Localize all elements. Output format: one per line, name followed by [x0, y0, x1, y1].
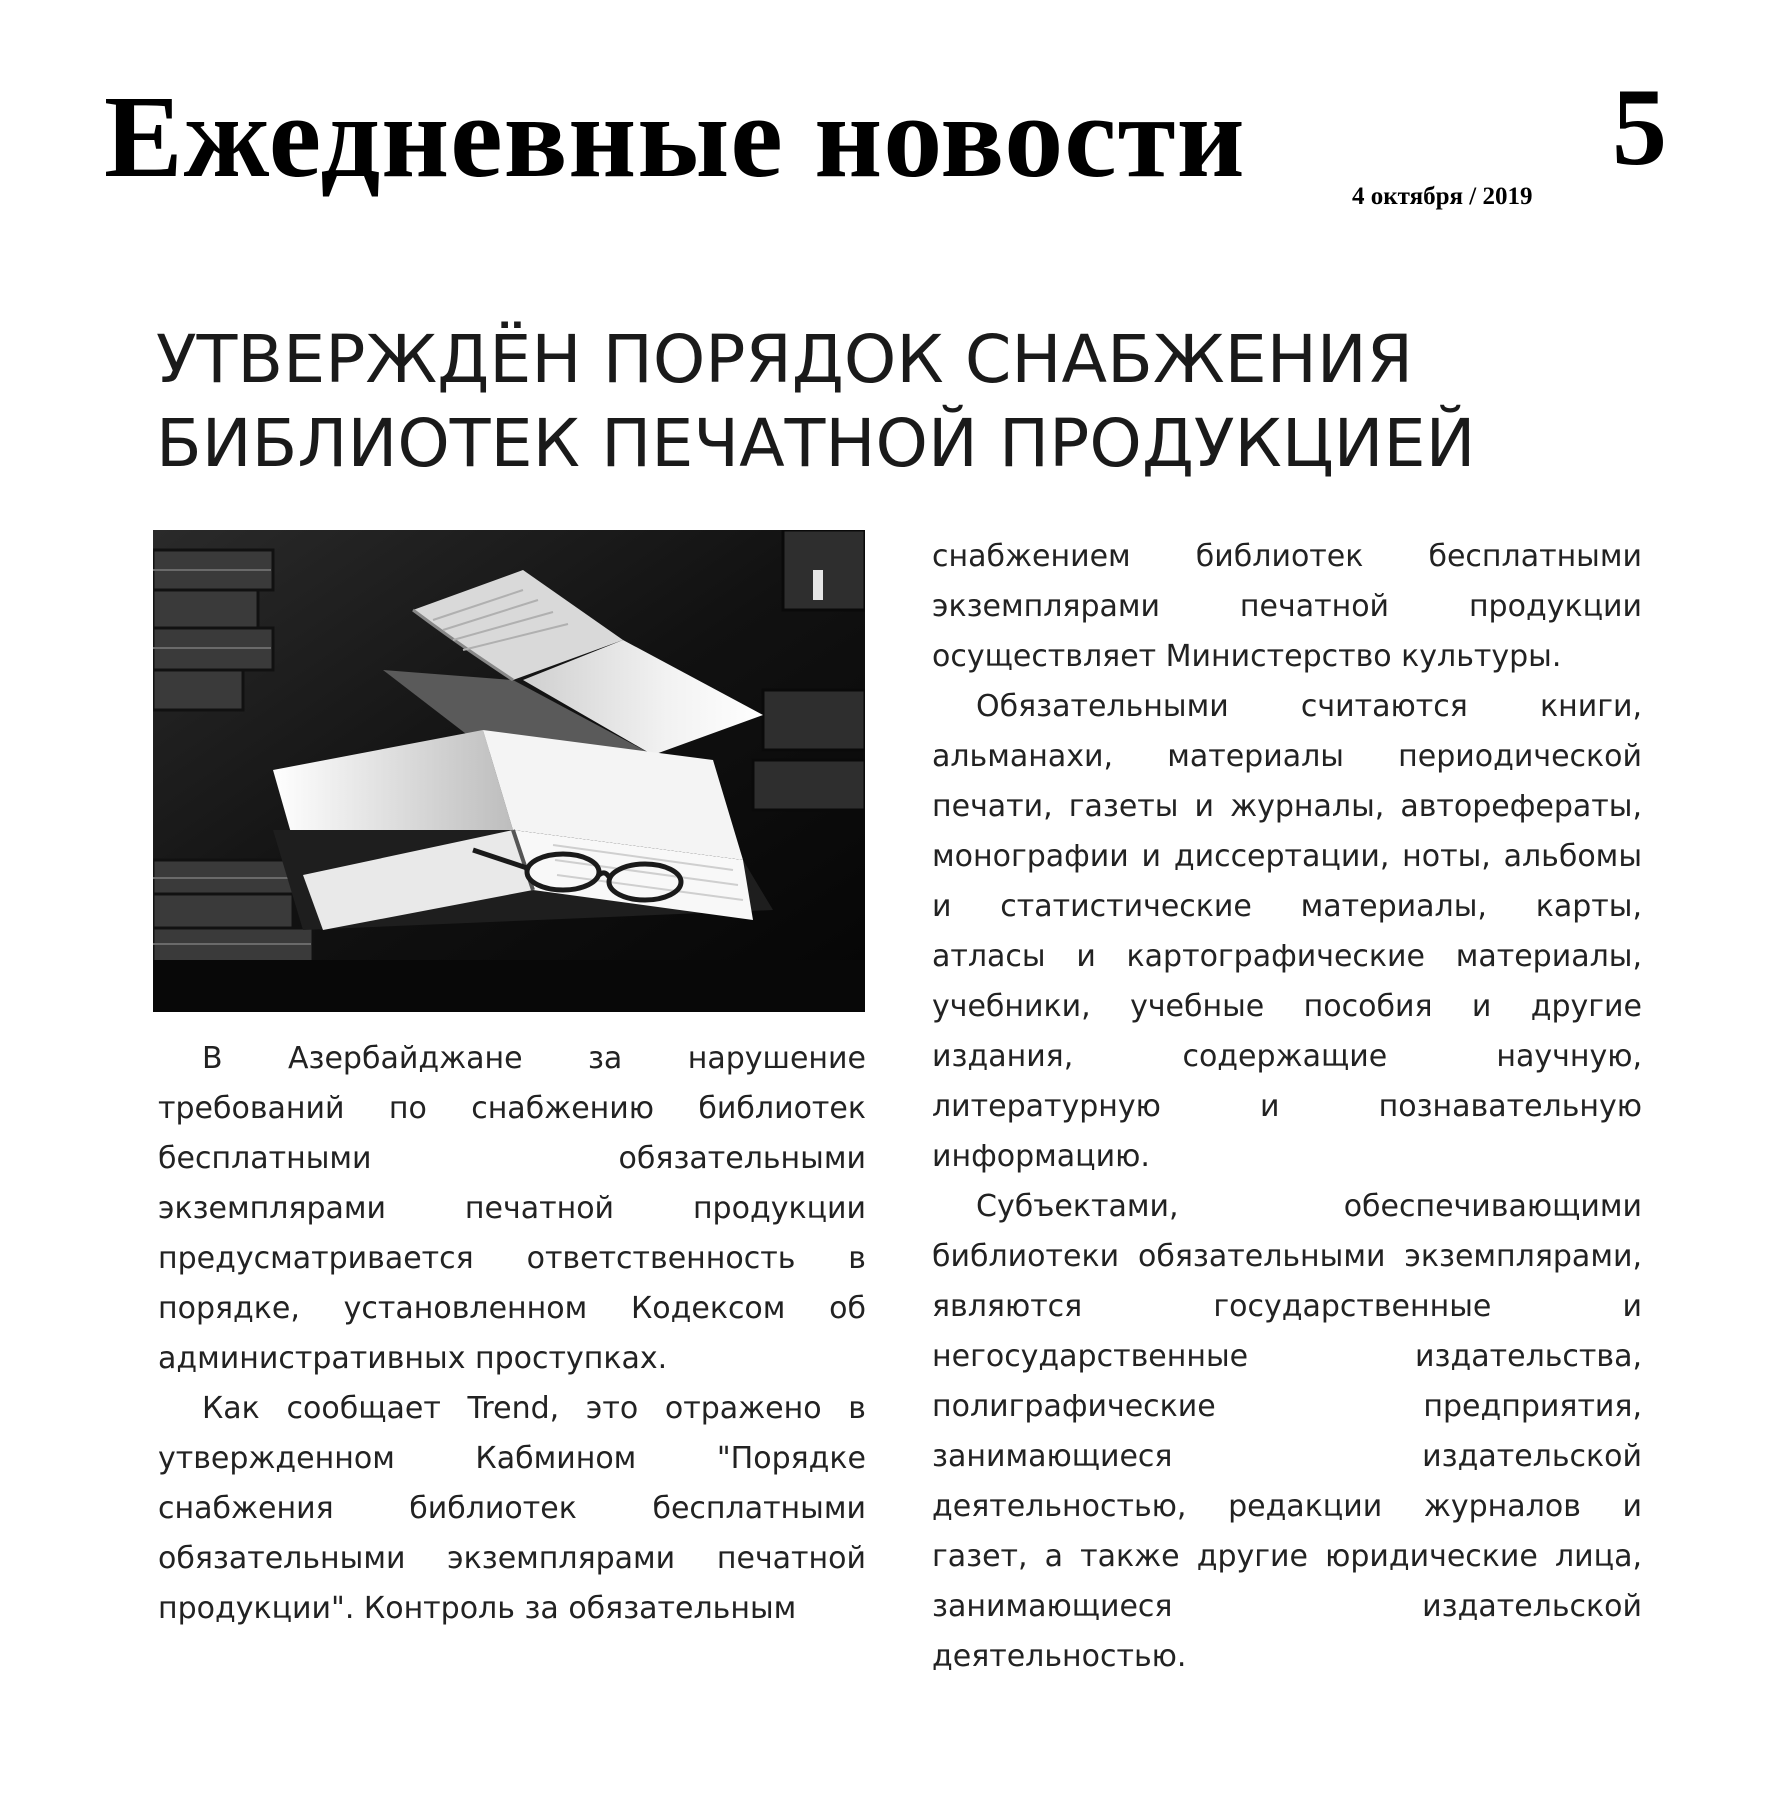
article-headline — [156, 318, 1606, 486]
page-number: 5 — [1612, 66, 1667, 188]
right-paragraph-1: снабжением библиотек бесплатными экземплярами печатной продукции осуществляет Министерство культуры. — [932, 539, 1642, 674]
article-right-column — [932, 532, 1642, 1682]
left-paragraph-2: Как сообщает Trend, это отражено в утвержденном Кабмином "Порядке снабжения библиотек бесплатными обязательными экземплярами печатной продукции". Контроль за обязательным — [158, 1391, 866, 1626]
newspaper-masthead: Ежедневные новости — [104, 71, 1246, 202]
left-paragraph-1: В Азербайджане за нарушение требований по снабжению библиотек бесплатными обязательными экземплярами печатной продукции предусматривается ответственность в порядке, установленном Кодексом об административных проступках. — [158, 1041, 866, 1376]
issue-date: 4 октября / 2019 — [1352, 183, 1533, 210]
right-paragraph-3: Субъектами, обеспечивающими библиотеки обязательными экземплярами, являются государственные и негосударственные издательства, полиграфические предприятия, занимающиеся издательской деятельностью, редакции журналов и газет, а также другие юридические лица, занимающиеся издательской деятельностью. — [932, 1189, 1642, 1674]
right-paragraph-2: Обязательными считаются книги, альманахи, материалы периодической печати, газеты и журналы, авторефераты, монографии и диссертации, ноты, альбомы и статистические материалы, карты, атласы и картографические материалы, учебники, учебные пособия и другие издания, содержащие научную, литературную и познавательную информацию. — [932, 689, 1642, 1174]
article-photo-open-books — [153, 530, 865, 1012]
headline-line-1: УТВЕРЖДЁН ПОРЯДОК СНАБЖЕНИЯ — [156, 321, 1414, 398]
headline-line-2: БИБЛИОТЕК ПЕЧАТНОЙ ПРОДУКЦИЕЙ — [156, 405, 1476, 482]
article-left-column — [158, 1034, 866, 1634]
